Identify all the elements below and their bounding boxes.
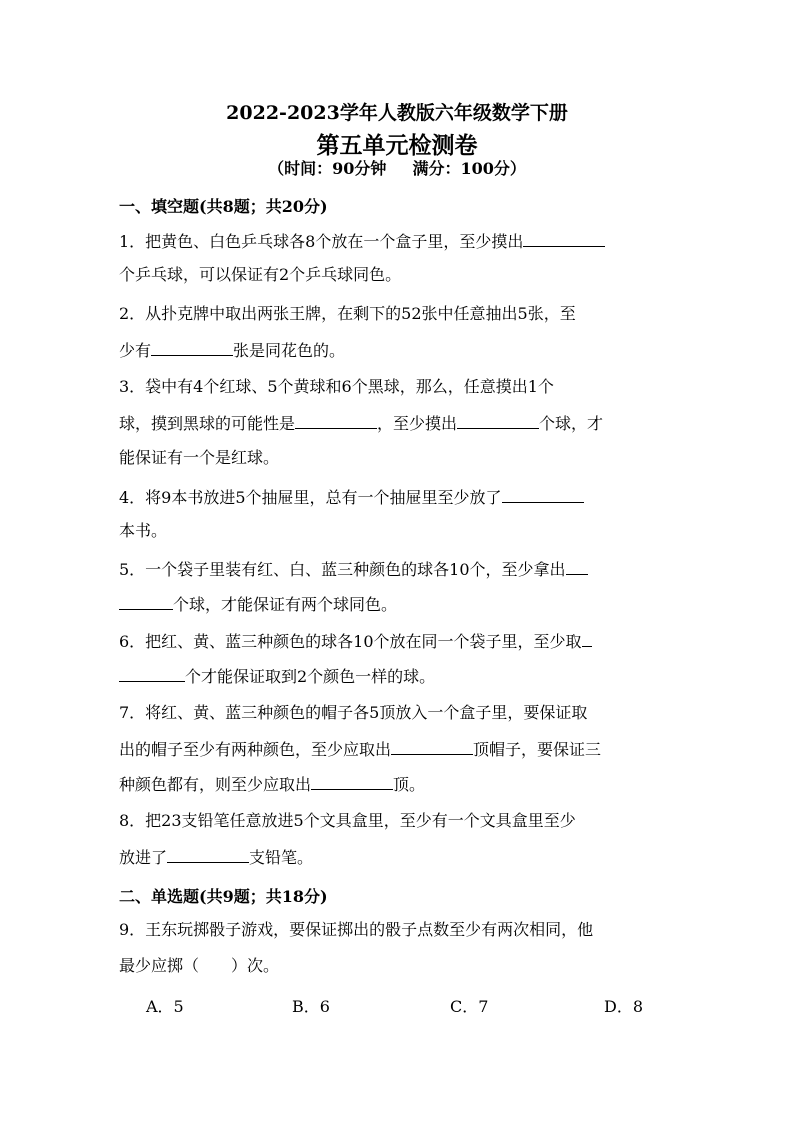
answer-blank[interactable] [502, 486, 584, 503]
score-info: 满分：100分） [412, 159, 526, 178]
question-3-line-1: 3．袋中有4个红球、5个黄球和6个黑球，那么，任意摸出1个 [119, 377, 554, 396]
answer-blank[interactable] [295, 412, 377, 429]
question-3-line-2: 球，摸到黑球的可能性是 ，至少摸出 个球，才 [119, 414, 604, 433]
answer-blank[interactable] [167, 846, 249, 863]
answer-blank[interactable] [151, 339, 233, 356]
answer-blank[interactable] [582, 630, 592, 647]
option-d[interactable]: D．8 [604, 997, 644, 1016]
question-8-line-1: 8．把23支铅笔任意放进5个文具盒里，至少有一个文具盒里至少 [119, 811, 576, 830]
answer-blank[interactable] [523, 230, 605, 247]
question-1-line-2: 个乒乓球，可以保证有2个乒乓球同色。 [119, 265, 402, 284]
question-5-line-2: 个球，才能保证有两个球同色。 [119, 593, 397, 615]
answer-blank[interactable] [457, 412, 539, 429]
question-4-line-1: 4．将9本书放进5个抽屉里，总有一个抽屉里至少放了 [119, 486, 584, 508]
exam-title: 2022-2023学年人教版六年级数学下册 [226, 102, 568, 124]
question-6-line-1: 6．把红、黄、蓝三种颜色的球各10个放在同一个袋子里，至少取 [119, 630, 592, 652]
answer-blank[interactable] [119, 593, 173, 610]
question-4-line-2: 本书。 [119, 521, 168, 540]
option-b[interactable]: B．6 [292, 997, 330, 1016]
exam-info [0, 156, 794, 179]
section-fill-blank-heading: 一、填空题(共8题；共20分) [119, 197, 328, 216]
question-9-line-1: 9．王东玩掷骰子游戏，要保证掷出的骰子点数至少有两次相同，他 [119, 920, 594, 939]
question-8-line-2: 放进了 支铅笔。 [119, 848, 314, 867]
option-c[interactable]: C．7 [450, 997, 489, 1016]
question-5-line-1: 5．一个袋子里装有红、白、蓝三种颜色的球各10个，至少拿出 [119, 558, 588, 580]
answer-blank[interactable] [311, 773, 393, 790]
question-2-line-1: 2．从扑克牌中取出两张王牌，在剩下的52张中任意抽出5张，至 [119, 304, 576, 323]
question-1-line-1: 1．把黄色、白色乒乓球各8个放在一个盒子里，至少摸出 [119, 230, 605, 252]
question-7-line-3: 种颜色都有，则至少应取出 顶。 [119, 775, 426, 794]
unit-title: 第五单元检测卷 [316, 132, 478, 159]
question-7-line-1: 7．将红、黄、蓝三种颜色的帽子各5顶放入一个盒子里，要保证取 [119, 703, 588, 722]
question-7-line-2: 出的帽子至少有两种颜色，至少应取出 顶帽子，要保证三 [119, 740, 602, 759]
question-6-line-2: 个才能保证取到2个颜色一样的球。 [119, 665, 435, 687]
answer-blank[interactable] [566, 558, 588, 575]
question-2-line-2: 少有 张是同花色的。 [119, 341, 346, 360]
question-3-line-3: 能保证有一个是红球。 [119, 448, 280, 467]
section-single-choice-heading: 二、单选题(共9题；共18分) [119, 887, 328, 906]
time-info: （时间：90分钟 [268, 159, 387, 178]
option-a[interactable]: A．5 [146, 997, 184, 1016]
answer-blank[interactable] [391, 738, 473, 755]
answer-blank[interactable] [119, 665, 185, 682]
question-9-line-2: 最少应掷（ ）次。 [119, 956, 280, 975]
